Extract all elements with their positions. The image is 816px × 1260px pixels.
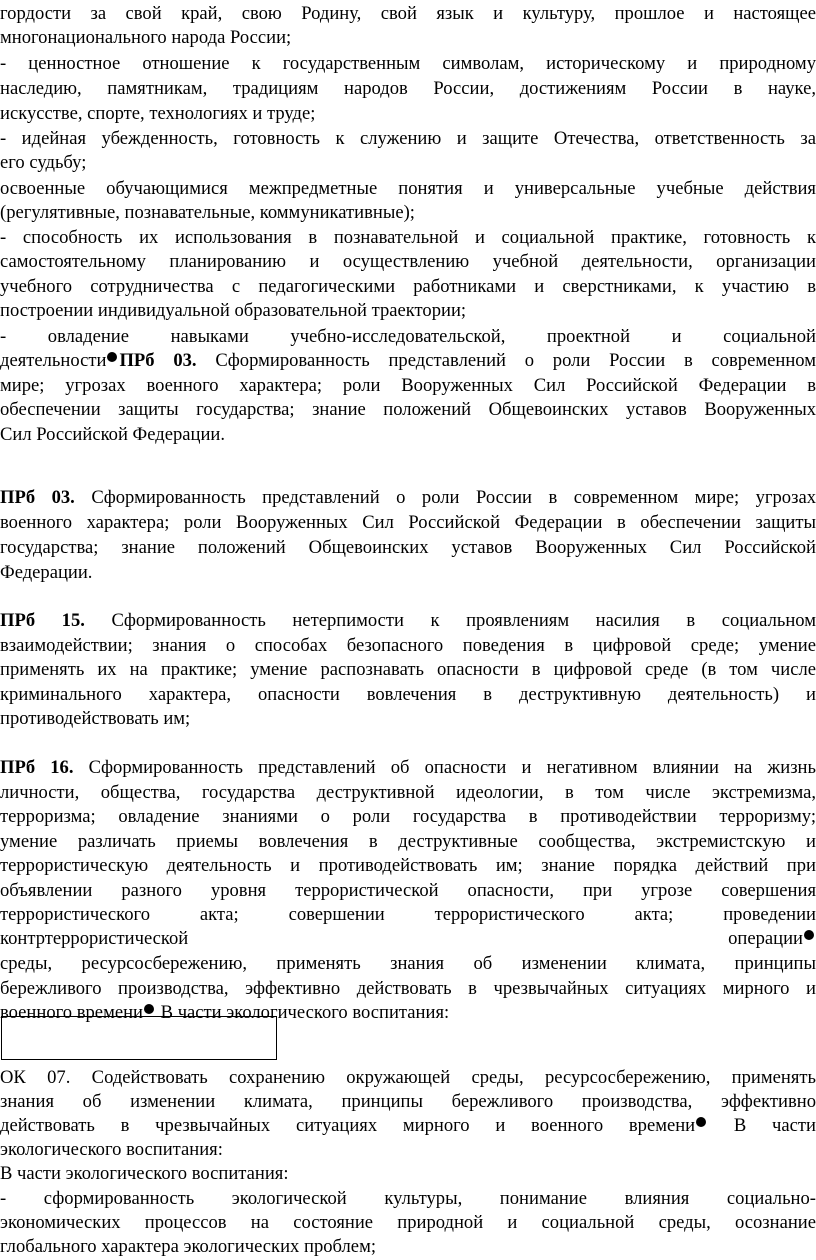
text-line: объявлении разного уровня террористической опасности, при угрозе совершения: [0, 880, 816, 901]
requirement-code: ПРб 03.: [119, 350, 197, 371]
requirement-code: ПРб 15.: [0, 610, 85, 631]
text-line: взаимодействии; знания о способах безопасного поведения в цифровой среде; умение: [0, 635, 816, 656]
text-line: государства; знание положений Общевоинских уставов Вооруженных Сил Российской: [0, 537, 816, 558]
text-line: бережливого производства, эффективно действовать в чрезвычайных ситуациях мирного и: [0, 978, 816, 999]
text-run: Сформированность представлений о роли России в современном: [196, 350, 816, 371]
text-line: ОК 07. Содействовать сохранению окружающей среды, ресурсосбережению, применять: [0, 1067, 816, 1088]
text-run: действовать в чрезвычайных ситуациях мирного и военного времени: [0, 1115, 696, 1136]
text-run: контртеррористической: [0, 928, 189, 949]
text-line: Федерации.: [0, 562, 93, 583]
text-line: криминального характера, опасности вовлечения в деструктивную деятельность) и: [0, 684, 816, 705]
text-line: применять их на практике; умение распознавать опасности в цифровой среде (в том числе: [0, 659, 816, 680]
text-line: мире; угрозах военного характера; роли Вооруженных Сил Российской Федерации в: [0, 375, 816, 396]
text-line: [0, 1113, 816, 1139]
text-run: военного времени: [0, 1002, 143, 1023]
text-line: военного характера; роли Вооруженных Сил Российской Федерации в обеспечении защиты: [0, 512, 816, 533]
text-line: [0, 348, 816, 374]
text-line: - способность их использования в познавательной и социальной практике, готовность к: [0, 227, 816, 248]
text-line: [0, 926, 816, 952]
bullet-dot-icon: [144, 1004, 154, 1014]
text-line: экологического воспитания:: [0, 1139, 223, 1160]
text-line: личности, общества, государства деструктивной идеологии, в том числе экстремизма,: [0, 782, 816, 803]
text-line: Сил Российской Федерации.: [0, 424, 226, 445]
text-line: терроризма; овладение знаниями о роли государства в противодействии терроризму;: [0, 806, 816, 827]
text-line: [0, 608, 816, 634]
text-line: экономических процессов на состояние природной и социальной среды, осознание: [0, 1212, 816, 1233]
text-line: многонационального народа России;: [0, 27, 292, 48]
text-line: - ценностное отношение к государственным символам, историческому и природному: [0, 53, 816, 74]
text-line: террористическую деятельность и противодействовать им; знание порядка действий при: [0, 855, 816, 876]
text-line: - идейная убежденность, готовность к служению и защите Отечества, ответственность за: [0, 128, 816, 149]
text-line: учебного сотрудничества с педагогическими работниками и сверстниками, к участию в: [0, 276, 816, 297]
bullet-dot-icon: [804, 930, 814, 940]
bullet-dot-icon: [696, 1117, 706, 1127]
text-run: деятельности: [0, 350, 107, 371]
text-line: - сформированность экологической культуры, понимание влияния социально-: [0, 1188, 816, 1209]
text-line: его судьбу;: [0, 152, 87, 173]
text-line: наследию, памятникам, традициям народов России, достижениям России в науке,: [0, 78, 816, 99]
requirement-code: ПРб 16.: [0, 757, 74, 778]
text-run: Сформированность представлений о роли России в современном мире; угрозах: [74, 487, 816, 508]
text-line: освоенные обучающимися межпредметные понятия и универсальные учебные действия: [0, 178, 816, 199]
text-line: построении индивидуальной образовательной траектории;: [0, 300, 467, 321]
bullet-dot-icon: [107, 352, 117, 362]
empty-box: [1, 1016, 277, 1060]
text-line: террористического акта; совершении террористического акта; проведении: [0, 904, 816, 925]
text-line: противодействовать им;: [0, 708, 191, 729]
requirement-code: ПРб 03.: [0, 487, 75, 508]
text-line: [0, 755, 816, 781]
text-line: самостоятельному планированию и осуществлению учебной деятельности, организации: [0, 251, 816, 272]
text-run: В части экологического воспитания:: [156, 1002, 450, 1023]
text-run: В части: [708, 1115, 816, 1136]
text-line: глобального характера экологических проблем;: [0, 1236, 376, 1257]
text-run: Сформированность представлений об опасности и негативном влиянии на жизнь: [73, 757, 816, 778]
text-run: Сформированность нетерпимости к проявлениям насилия в социальном: [84, 610, 816, 631]
text-line: искусстве, спорте, технологиях и труде;: [0, 103, 316, 124]
text-line: [0, 485, 816, 511]
text-line: умение различать приемы вовлечения в деструктивные сообщества, экстремистскую и: [0, 831, 816, 852]
text-line: обеспечении защиты государства; знание положений Общевоинских уставов Вооруженных: [0, 399, 816, 420]
text-line: знания об изменении климата, принципы бережливого производства, эффективно: [0, 1091, 816, 1112]
text-line: гордости за свой край, свою Родину, свой язык и культуру, прошлое и настоящее: [0, 3, 816, 24]
text-line: среды, ресурсосбережению, применять знания об изменении климата, принципы: [0, 953, 816, 974]
text-line: В части экологического воспитания:: [0, 1163, 289, 1184]
text-line: (регулятивные, познавательные, коммуникативные);: [0, 202, 415, 223]
text-line: - овладение навыками учебно-исследовательской, проектной и социальной: [0, 326, 816, 347]
text-run: операции: [728, 928, 803, 949]
